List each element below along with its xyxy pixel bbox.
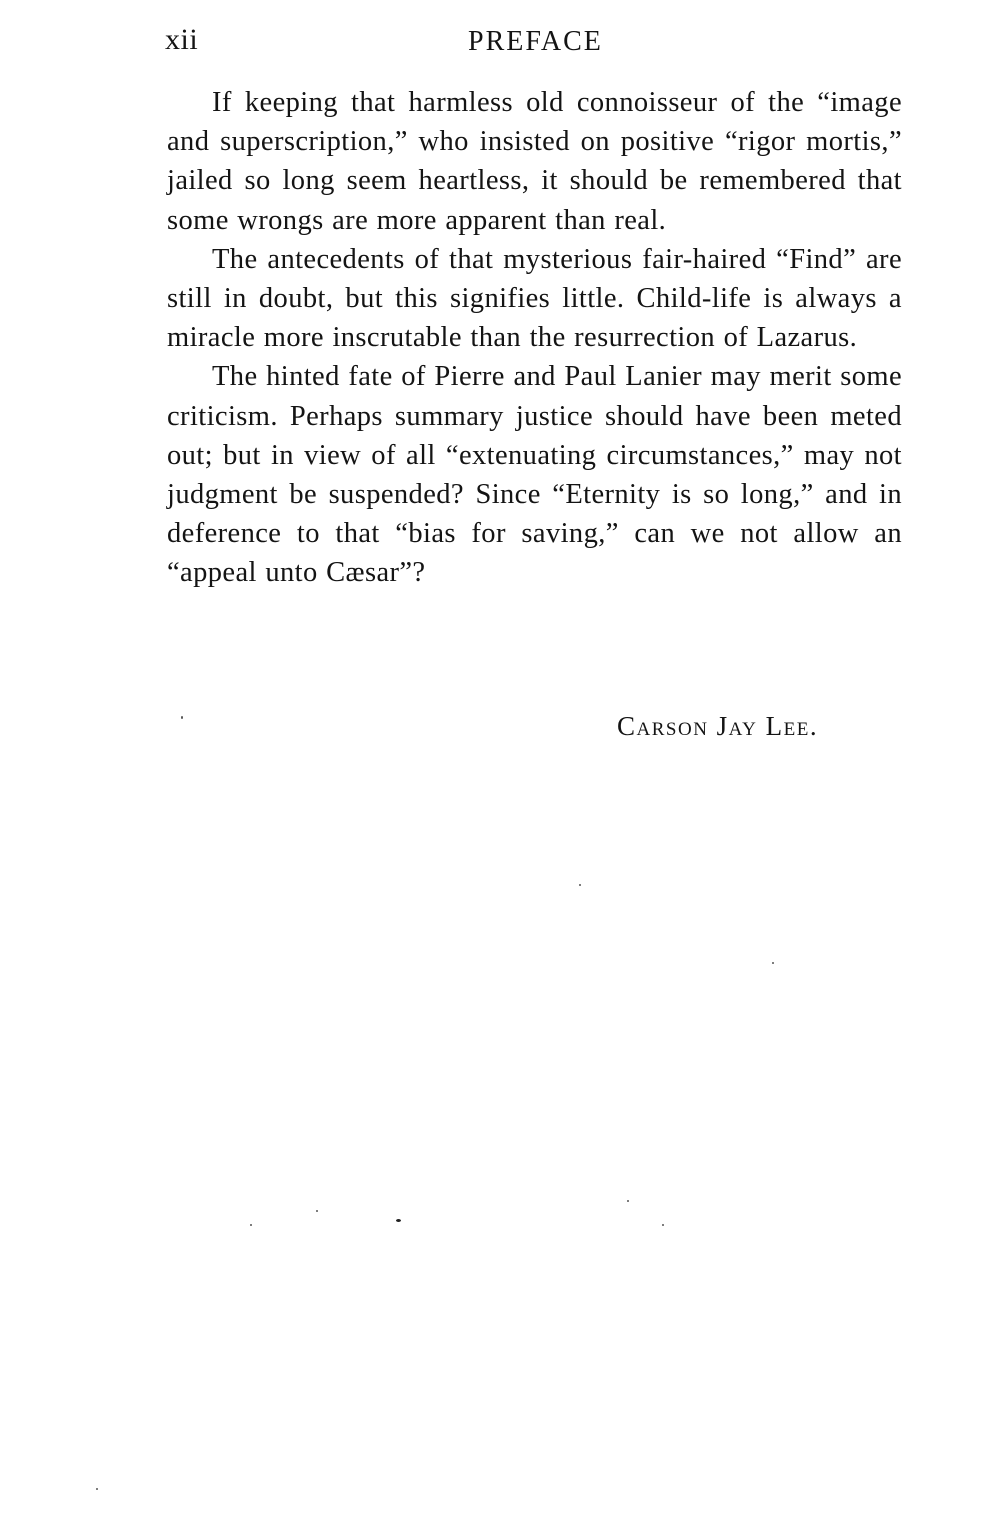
preface-text [167,83,902,593]
scan-speck [250,1224,252,1226]
running-title: PREFACE [468,26,603,57]
scan-speck [96,1488,98,1490]
scan-speck [627,1200,629,1202]
author-signature: Carson Jay Lee. [617,711,819,741]
scan-speck [316,1210,318,1212]
paragraph-2: The antecedents of that mysterious fair-haired “Find” are still in doubt, but this signifies little. Child-life is always a miracle more inscrutable than the resurrection of Lazarus. [167,243,902,354]
scan-speck [772,962,774,964]
scan-speck [662,1224,664,1226]
running-header [0,20,1000,60]
scan-speck [181,716,183,719]
page-number: xii [165,23,199,56]
paragraph-1: If keeping that harmless old connoisseur of the “image and superscription,” who insisted on positive “rigor mortis,” jailed so long seem heartless, it should be remembered that some wrongs are more apparent than real. [167,87,902,236]
scan-speck [579,884,581,886]
paragraph-3: The hinted fate of Pierre and Paul Lanier may merit some criticism. Perhaps summary justice should have been meted out; but in view of all “extenuating circumstances,” may not judgment be suspended? Since “Eternity is so long,” and in deference to that “bias for saving,” can we not allow an “appeal unto Cæsar”? [167,361,902,589]
scan-speck [396,1219,401,1222]
